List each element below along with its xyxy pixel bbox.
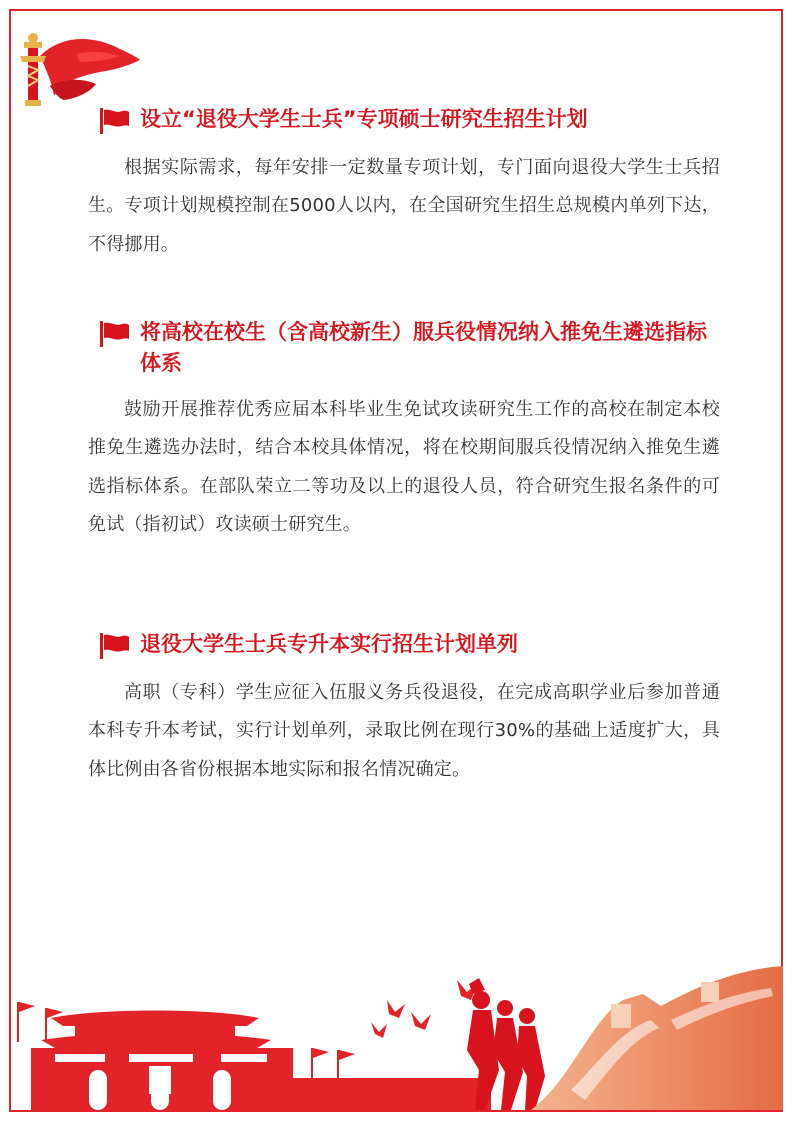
section-title bbox=[88, 104, 720, 135]
section-1 bbox=[88, 104, 720, 264]
section-body: 根据实际需求，每年安排一定数量专项计划，专门面向退役大学生士兵招生。专项计划规模控制在5000人以内，在全国研究生招生总规模内单列下达，不得挪用。 bbox=[88, 157, 720, 255]
huabiao-emblem-icon bbox=[10, 26, 142, 108]
section-body: 高职（专科）学生应征入伍服义务兵役退役，在完成高职学业后参加普通本科专升本考试，实行计划单列，录取比例在现行30%的基础上适度扩大，具体比例由各省份根据本地实际和报名情况确定。 bbox=[88, 682, 720, 780]
section-2 bbox=[88, 317, 720, 544]
red-flag-icon bbox=[100, 108, 130, 134]
section-body: 鼓励开展推荐优秀应届本科毕业生免试攻读研究生工作的高校在制定本校推免生遴选办法时，结合本校具体情况，将在校期间服兵役情况纳入推免生遴选指标体系。在部队荣立二等功及以上的退役人员，符合研究生报名条件的可免试（指初试）攻读硕士研究生。 bbox=[88, 399, 720, 535]
section-title-text: 退役大学生士兵专升本实行招生计划单列 bbox=[140, 632, 518, 656]
red-flag-icon bbox=[100, 321, 130, 347]
red-flag-icon bbox=[100, 633, 130, 659]
section-title-text: 设立“退役大学生士兵”专项硕士研究生招生计划 bbox=[140, 107, 588, 131]
section-3 bbox=[88, 629, 720, 789]
section-title-text: 将高校在校生（含高校新生）服兵役情况纳入推免生遴选指标体系 bbox=[140, 320, 707, 375]
section-title bbox=[88, 629, 720, 660]
section-title bbox=[88, 317, 720, 379]
tiananmen-great-wall-soldiers-illustration bbox=[11, 960, 783, 1110]
